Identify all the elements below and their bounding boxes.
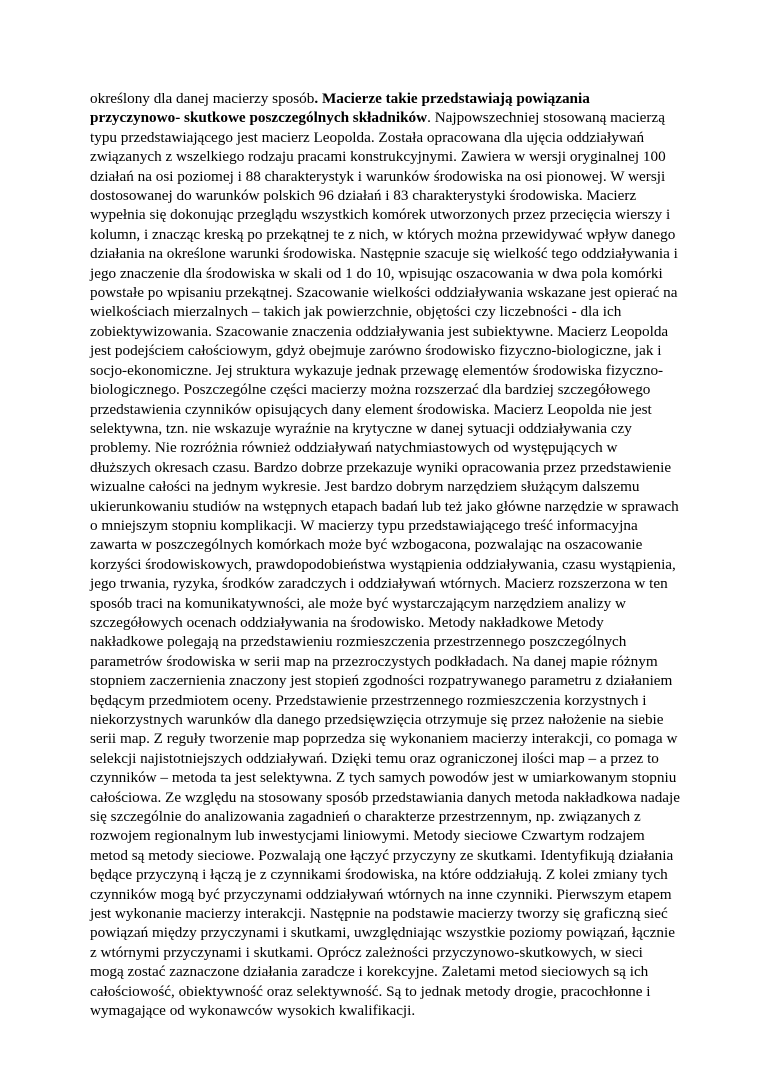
- body-text: [90, 89, 680, 1021]
- intro-text: określony dla danej macierzy sposób: [90, 90, 315, 107]
- bold-sentence: . Macierze takie przedstawiają powiązania przyczynowo- skutkowe poszczególnych składników: [90, 90, 590, 127]
- paragraph: [90, 89, 680, 1021]
- paragraph-body: . Najpowszechniej stosowaną macierzą typu przedstawiającego jest macierz Leopolda. Została opracowana dla ujęcia oddziaływań związanych z wszelkiego rodzaju pracami konstrukcyjnymi. Zawiera w wersji oryginalnej 100 działań na osi poziomej i 88 charakterystyk i warunków środowiska na osi pionowej. W wersji dostosowanej do warunków polskich 96 działań i 83 charakterystyki środowiska. Macierz wypełnia się dokonując przeglądu wszystkich komórek utworzonych przez przecięcia wierszy i kolumn, i znacząc kreską po przekątnej te z nich, w których można przewidywać wpływ danego działania na określone warunki środowiska. Następnie szacuje się wielkość tego oddziaływania i jego znaczenie dla środowiska w skali od 1 do 10, wpisując oszacowania w dwa pola komórki powstałe po wpisaniu przekątnej. Szacowanie wielkości oddziaływania wskazane jest opierać na wielkościach mierzalnych – takich jak powierzchnie, objętości czy liczebności - dla ich zobiektywizowania. Szacowanie znaczenia oddziaływania jest subiektywne. Macierz Leopolda jest podejściem całościowym, gdyż obejmuje zarówno środowisko fizyczno-biologiczne, jak i socjo-ekonomiczne. Jej struktura wykazuje jednak przewagę elementów środowiska fizyczno-biologicznego. Poszczególne części macierzy można rozszerzać dla bardziej szczegółowego przedstawienia czynników opisujących dany element środowiska. Macierz Leopolda nie jest selektywna, tzn. nie wskazuje wyraźnie na krytyczne w danej sytuacji oddziaływania czy problemy. Nie rozróżnia również oddziaływań natychmiastowych od występujących w dłuższych okresach czasu. Bardzo dobrze przekazuje wyniki opracowania przez przedstawienie wizualne całości na jednym wykresie. Jest bardzo dobrym narzędziem służącym dalszemu ukierunkowaniu studiów na wstępnych etapach badań lub też jako główne narzędzie w sprawach o mniejszym stopniu komplikacji. W macierzy typu przedstawiającego treść informacyjna zawarta w poszczególnych komórkach może być wzbogacona, pozwalając na oszacowanie korzyści środowiskowych, prawdopodobieństwa wystąpienia oddziaływania, czasu wystąpienia, jego trwania, ryzyka, środków zaradczych i oddziaływań wtórnych. Macierz rozszerzona w ten sposób traci na komunikatywności, ale może być wystarczającym narzędziem analizy w szczegółowych ocenach oddziaływania na środowisko. Metody nakładkowe Metody nakładkowe polegają na przedstawieniu rozmieszczenia przestrzennego poszczególnych parametrów środowiska w serii map na przezroczystych podkładach. Na danej mapie różnym stopniem zaczernienia znaczony jest stopień zgodności rozpatrywanego parametru z działaniem będącym przedmiotem oceny. Przedstawienie przestrzennego rozmieszczenia korzystnych i niekorzystnych warunków dla danego przedsięwzięcia otrzymuje się przez nałożenie na siebie serii map. Z reguły tworzenie map poprzedza się wykonaniem macierzy interakcji, co pomaga w selekcji najistotniejszych oddziaływań. Dzięki temu oraz ograniczonej ilości map – a przez to czynników – metoda ta jest selektywna. Z tych samych powodów jest w umiarkowanym stopniu całościowa. Ze względu na stosowany sposób przedstawiania danych metoda nakładkowa nadaje się szczególnie do analizowania zagadnień o charakterze przestrzennym, np. związanych z rozwojem regionalnym lub inwestycjami liniowymi. Metody sieciowe Czwartym rodzajem metod są metody sieciowe. Pozwalają one łączyć przyczyny ze skutkami. Identyfikują działania będące przyczyną i łączą je z czynnikami środowiska, na które oddziałują. Z kolei zmiany tych czynników mogą być przyczynami oddziaływań wtórnych na inne czynniki. Pierwszym etapem jest wykonanie macierzy interakcji. Następnie na podstawie macierzy tworzy się graficzną sieć powiązań między przyczynami i skutkami, uwzględniając wszystkie poziomy powiązań, łącznie z wtórnymi przyczynami i skutkami. Oprócz zależności przyczynowo-skutkowych, w sieci mogą zostać zaznaczone działania zaradcze i korekcyjne. Zaletami metod sieciowych są ich całościowość, obiektywność oraz selektywność. Są to jednak metody drogie, pracochłonne i wymagające od wykonawców wysokich kwalifikacji.: [90, 109, 681, 1020]
